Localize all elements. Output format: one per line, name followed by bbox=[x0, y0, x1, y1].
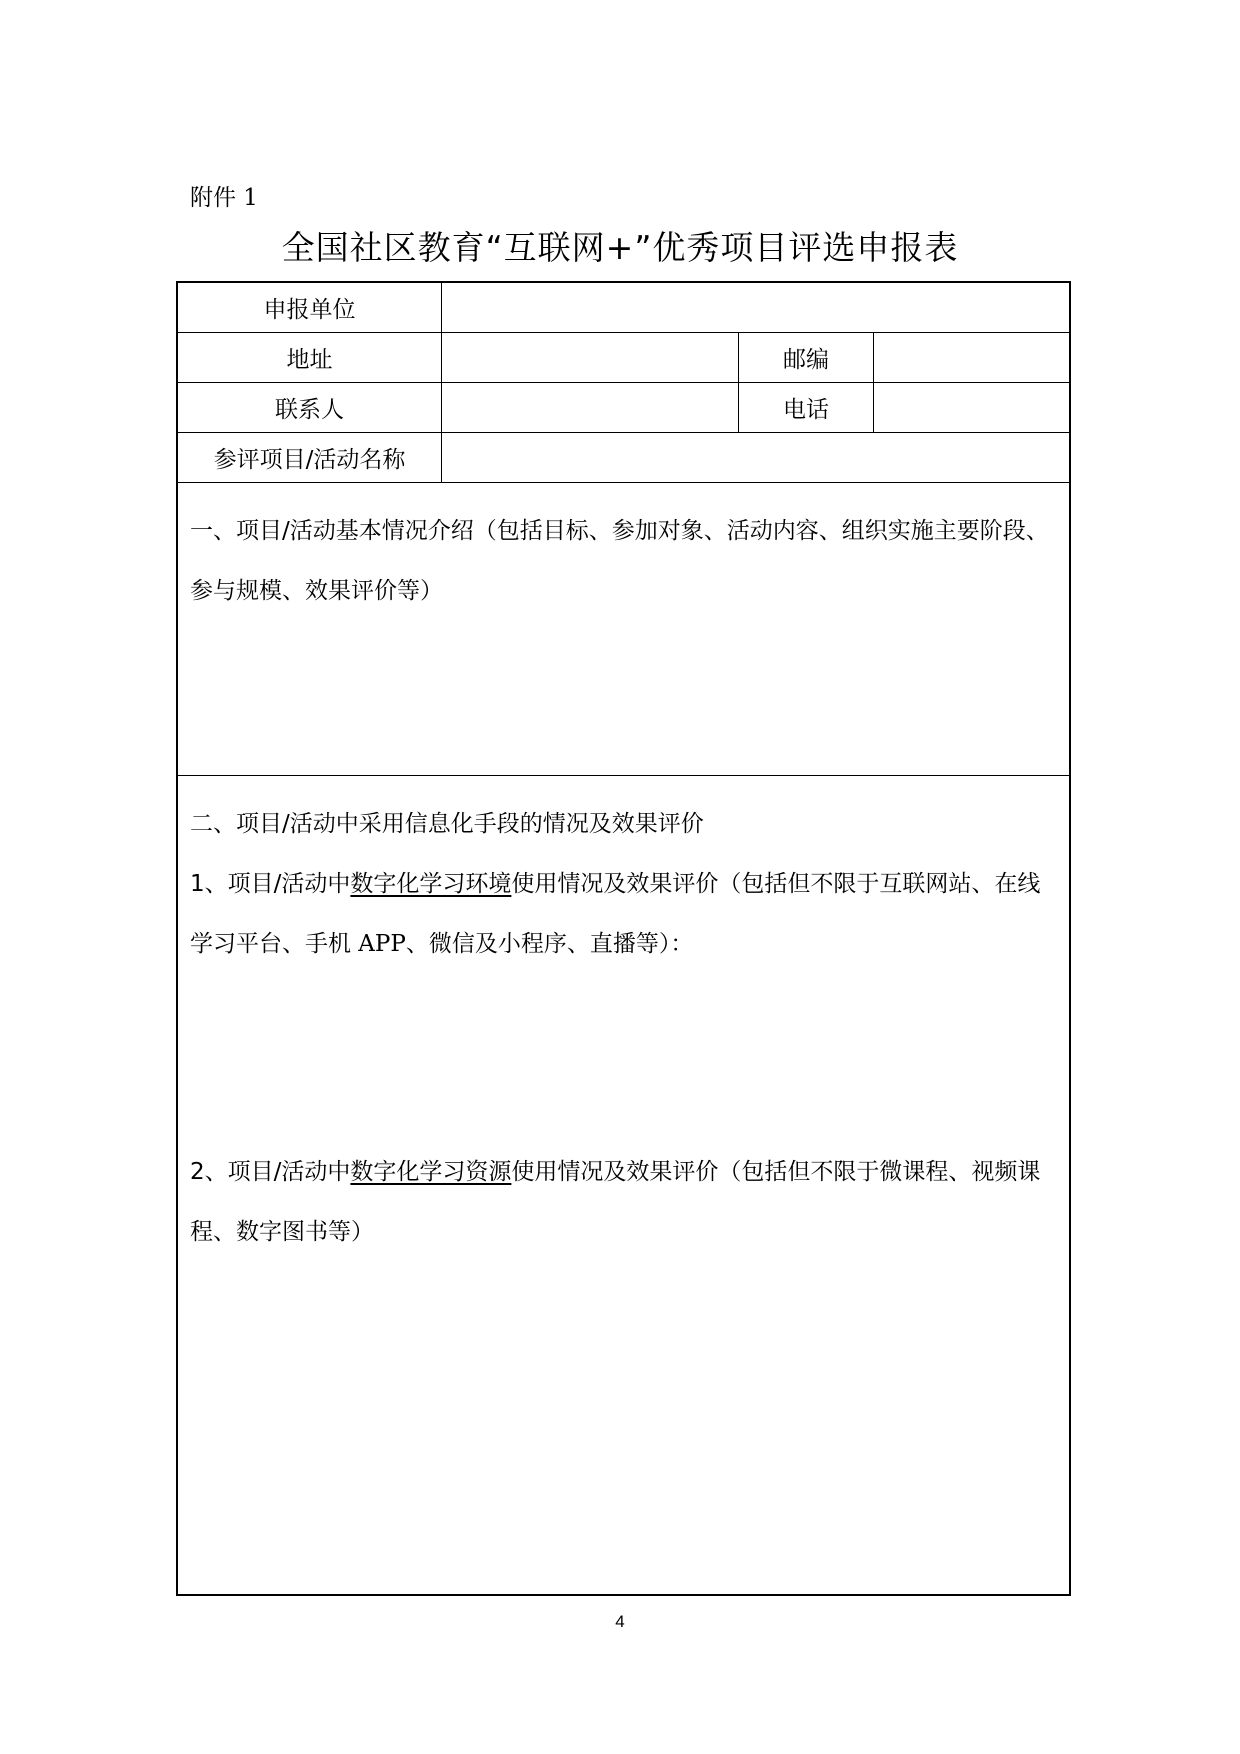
section-basic-info-heading: 一、项目/活动基本情况介绍 bbox=[190, 518, 474, 544]
applicant-field[interactable] bbox=[442, 283, 1069, 332]
item1-note: （包括但不限于互联网站、在线学习平台、手机 APP、微信及小程序、直播等）： bbox=[190, 871, 1041, 957]
section-it-usage[interactable] bbox=[178, 776, 1069, 1591]
item2-prefix: 2、项目/活动中 bbox=[190, 1159, 351, 1185]
section-it-usage-heading: 二、项目/活动中采用信息化手段的情况及效果评价 bbox=[190, 811, 704, 837]
address-label: 地址 bbox=[178, 333, 442, 382]
item1-prefix: 1、项目/活动中 bbox=[190, 871, 351, 897]
section-basic-info[interactable] bbox=[178, 483, 1069, 776]
item2-text bbox=[190, 1142, 1059, 1262]
phone-field[interactable] bbox=[874, 383, 1069, 432]
postcode-field[interactable] bbox=[874, 333, 1069, 382]
item2-underlined: 数字化学习资源 bbox=[350, 1159, 512, 1185]
contact-label: 联系人 bbox=[178, 383, 442, 432]
section-basic-info-note: （包括目标、参加对象、活动内容、组织实施主要阶段、参与规模、效果评价等） bbox=[190, 518, 1049, 604]
project-name-field[interactable] bbox=[442, 433, 1069, 482]
phone-label: 电话 bbox=[739, 383, 874, 432]
page-number: 4 bbox=[615, 1612, 625, 1631]
contact-field[interactable] bbox=[442, 383, 739, 432]
address-field[interactable] bbox=[442, 333, 739, 382]
item1-suffix: 使用情况及效果评价 bbox=[511, 871, 719, 897]
applicant-label: 申报单位 bbox=[178, 283, 442, 332]
project-name-label: 参评项目/活动名称 bbox=[178, 433, 442, 482]
row-applicant bbox=[178, 283, 1069, 333]
item1-answer-area[interactable] bbox=[190, 974, 1059, 1142]
postcode-label: 邮编 bbox=[739, 333, 874, 382]
row-project-name bbox=[178, 433, 1069, 483]
item1-underlined: 数字化学习环境 bbox=[350, 871, 512, 897]
row-address bbox=[178, 333, 1069, 383]
section-basic-info-text bbox=[190, 501, 1059, 621]
item2-suffix: 使用情况及效果评价 bbox=[511, 1159, 719, 1185]
attachment-label: 附件 1 bbox=[190, 185, 258, 211]
item2-note: （包括但不限于微课程、视频课程、数字图书等） bbox=[190, 1159, 1041, 1245]
item1-text bbox=[190, 854, 1059, 974]
document-title: 全国社区教育“互联网+”优秀项目评选申报表 bbox=[281, 228, 959, 267]
row-contact bbox=[178, 383, 1069, 433]
application-form bbox=[176, 281, 1071, 1596]
